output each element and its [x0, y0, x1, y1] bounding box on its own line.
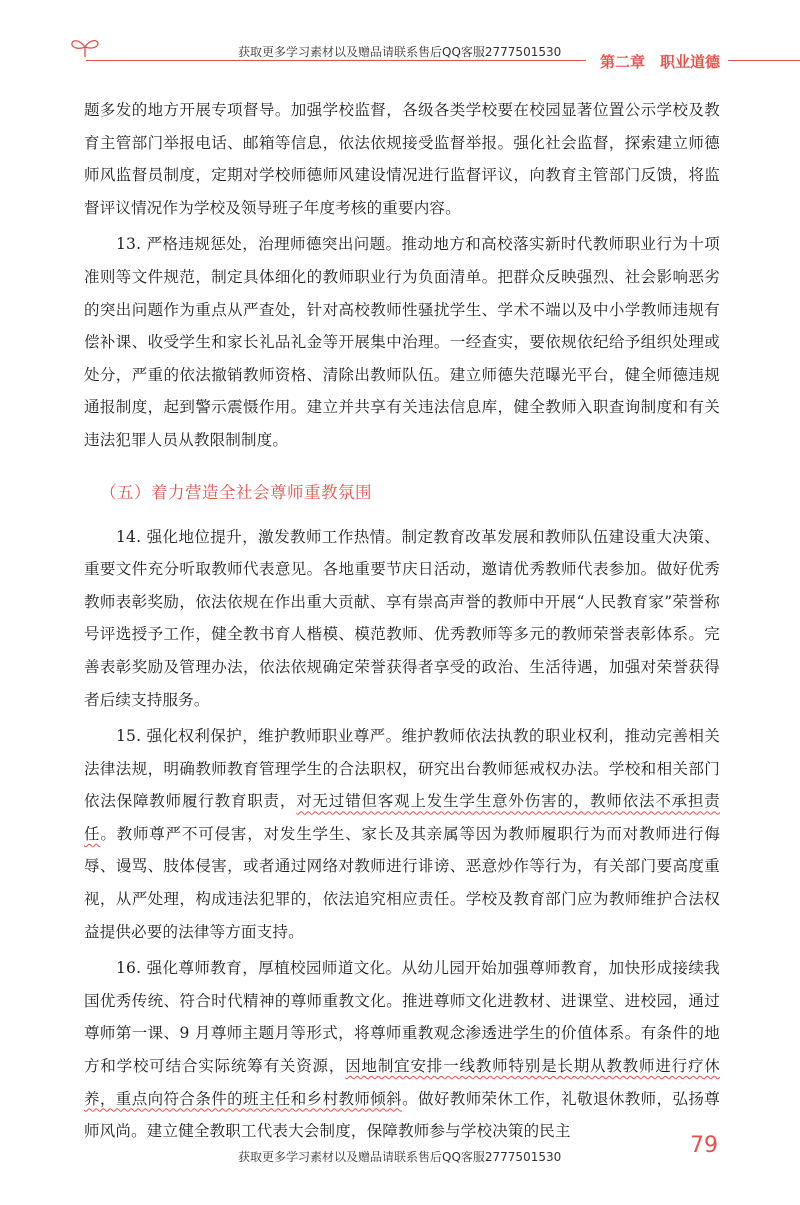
- page-number: 79: [690, 1133, 718, 1158]
- highlighted-passage: 对无过错但客观上发生学生意外伤害的，教师依法不承担责任: [84, 792, 721, 843]
- highlighted-passage: 因地制宜安排一线教师特别是长期从教教师进行疗休养，重点向符合条件的班主任和乡村教师倾斜: [84, 1057, 721, 1108]
- body-content: [84, 94, 720, 1148]
- section-heading: （五）着力营造全社会尊师重教氛围: [100, 482, 372, 502]
- paragraph-13: 13. 严格违规惩处，治理师德突出问题。推动地方和高校落实新时代教师职业行为十项准则等文件规范，制定具体细化的教师职业行为负面清单。把群众反映强烈、社会影响恶劣的突出问题作为重点从严查处，针对高校教师性骚扰学生、学术不端以及中小学教师违规有偿补课、收受学生和家长礼品礼金等开展集中治理。一经查实，要依规依纪给予组织处理或处分，严重的依法撤销教师资格、清除出教师队伍。建立师德失范曝光平台，健全师德违规通报制度，起到警示震慑作用。建立并共享有关违法信息库，健全教师入职查询制度和有关违法犯罪人员从教限制制度。: [84, 235, 720, 449]
- header-rule: [86, 60, 586, 61]
- paragraph-continuation: 题多发的地方开展专项督导。加强学校监督，各级各类学校要在校园显著位置公示学校及教育主管部门举报电话、邮箱等信息，依法依规接受监督举报。强化社会监督，探索建立师德师风监督员制度，定期对学校师德师风建设情况进行监督评议，向教育主管部门反馈，将监督评议情况作为学校及领导班子年度考核的重要内容。: [84, 101, 720, 217]
- header-rule-right: [728, 60, 800, 61]
- paragraph-15: [84, 720, 720, 948]
- paragraph-16-text-b: 。做好教师荣休工作，礼敬退休教师，弘扬尊师风尚。建立健全教职工代表大会制度，保障教师参与学校决策的民主: [84, 1089, 720, 1141]
- footer-watermark: 获取更多学习素材以及赠品请联系售后QQ客服2777501530: [238, 1150, 562, 1164]
- sprout-icon: [68, 36, 102, 58]
- chapter-title: 第二章 职业道德: [600, 53, 721, 71]
- paragraph-14: 14. 强化地位提升，激发教师工作热情。制定教育改革发展和教师队伍建设重大决策、重要文件充分听取教师代表意见。各地重要节庆日活动，邀请优秀教师代表参加。做好优秀教师表彰奖励，依法依规在作出重大贡献、享有崇高声誉的教师中开展“人民教育家”荣誉称号评选授予工作，健全教书育人楷模、模范教师、优秀教师等多元的教师荣誉表彰体系。完善表彰奖励及管理办法，依法依规确定荣誉获得者享受的政治、生活待遇，加强对荣誉获得者后续支持服务。: [84, 527, 720, 709]
- paragraph-16: [84, 952, 720, 1148]
- paragraph-16-text-a: 16. 强化尊师教育，厚植校园师道文化。从幼儿园开始加强尊师教育，加快形成接续我国优秀传统、符合时代精神的尊师重教文化。推进尊师文化进教材、进课堂、进校园，通过尊师第一课、9 月尊师主题月等形式，将尊师重教观念渗透进学生的价值体系。有条件的地方和学校可结合实际统筹有关资源，: [84, 959, 720, 1076]
- paragraph-15-text-b: 。教师尊严不可侵害，对发生学生、家长及其亲属等因为教师履职行为而对教师进行侮辱、谩骂、肢体侵害，或者通过网络对教师进行诽谤、恶意炒作等行为，有关部门要高度重视，从严处理，构成违法犯罪的，依法追究相应责任。学校及教育部门应为教师维护合法权益提供必要的法律等方面支持。: [84, 824, 720, 941]
- paragraph-15-text-a: 15. 强化权利保护，维护教师职业尊严。维护教师依法执教的职业权利，推动完善相关法律法规，明确教师教育管理学生的合法职权，研究出台教师惩戒权办法。学校和相关部门依法保障教师履行教育职责，: [84, 727, 720, 811]
- header-watermark: 获取更多学习素材以及赠品请联系售后QQ客服2777501530: [238, 45, 562, 59]
